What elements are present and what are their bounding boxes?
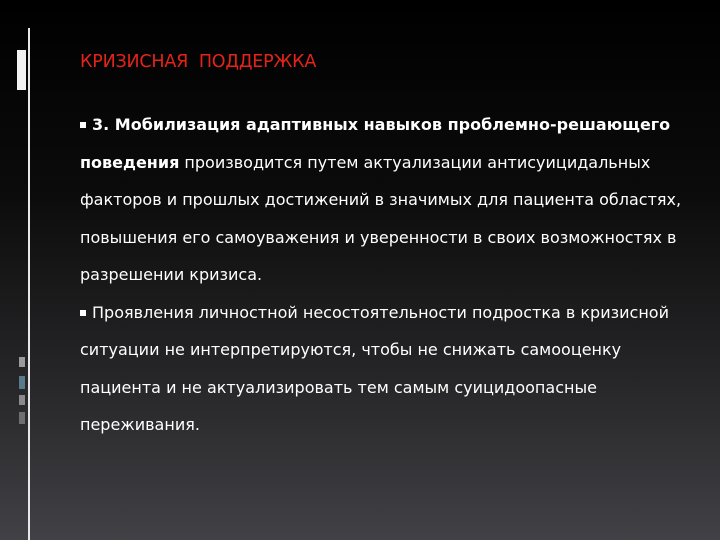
bullet-2-text: Проявления личностной несостоятельности подростка в кризисной ситуации не интерпретируются, чтобы не снижать самооценку пациента и не актуализировать тем самым суицидоопасные переживания. <box>80 302 669 434</box>
bullet-icon <box>80 310 86 316</box>
bullet-icon <box>80 122 86 128</box>
slide-content <box>80 106 700 444</box>
decor-bar-small-4 <box>19 412 25 424</box>
bullet-paragraph-1 <box>80 106 700 294</box>
bullet-paragraph-2 <box>80 294 700 444</box>
decor-bar-large <box>17 50 26 90</box>
bullet-1-text: производится путем актуализации антисуицидальных факторов и прошлых достижений в значимых для пациента областях, повышения его самоуважения и уверенности в своих возможностях в разрешении кризиса. <box>80 152 682 284</box>
decor-bar-small-3 <box>19 395 25 405</box>
left-rail <box>28 28 30 540</box>
bullet-1-bold: 3. Мобилизация адаптивных навыков проблемно-решающего поведения <box>80 115 671 172</box>
decor-bar-small-1 <box>19 357 25 367</box>
slide-title: КРИЗИСНАЯ ПОДДЕРЖКА <box>80 52 317 72</box>
decor-bar-small-2 <box>19 376 25 389</box>
